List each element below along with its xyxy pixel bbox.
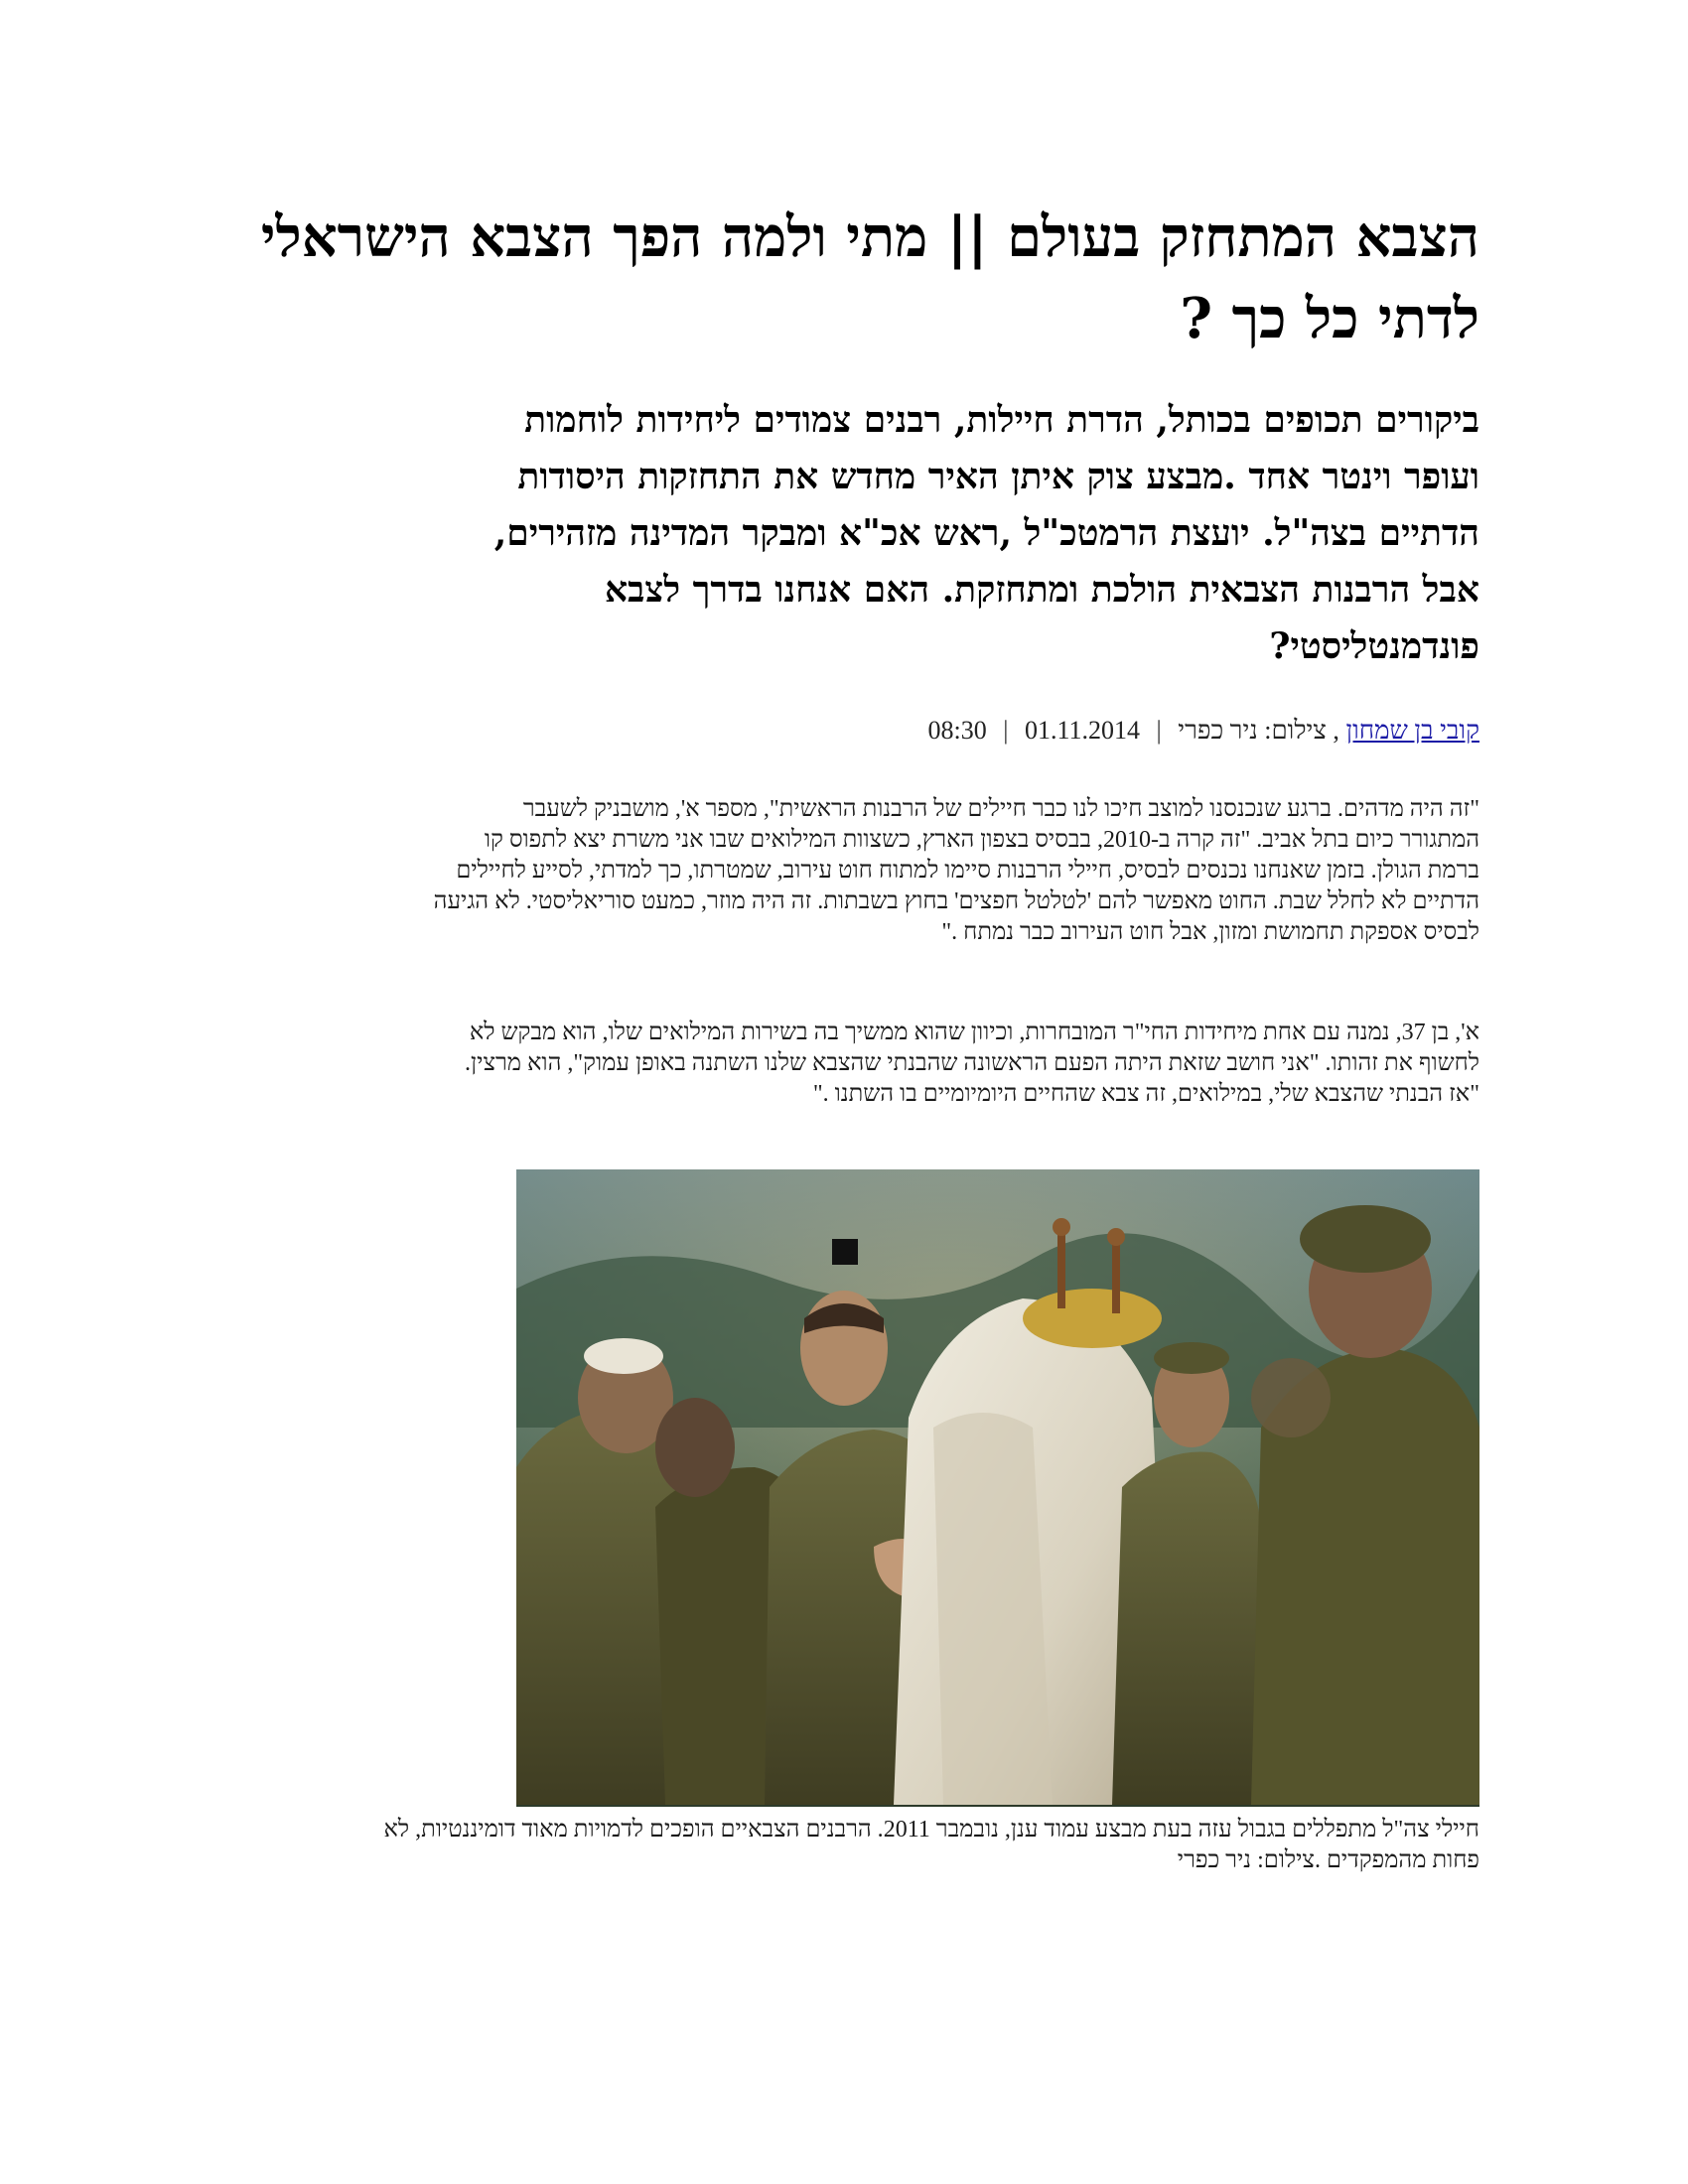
article-subtitle-line-5: פונדמנטליסטי? <box>1269 625 1479 667</box>
article-subtitle-line-1: ביקורים תכופים בכותל, הדרת חיילות, רבנים צמודים ליחידות לוחמות <box>524 399 1479 441</box>
paragraph-2-line-1: א', בן 37, נמנה עם אחת מיחידות החי"ר המובחרות, וכיוון שהוא ממשיך בה בשירות המילואים שלו, הוא מבקש לא <box>469 1020 1479 1045</box>
paragraph-1-line-1: "זה היה מדהים. ברגע שנכנסנו למוצב חיכו לנו כבר חיילים של הרבנות הראשית", מספר א', מושבניק לשעבר <box>522 796 1479 822</box>
paragraph-1-line-3: ברמת הגולן. בזמן שאנחנו נכנסים לבסיס, חיילי הרבנות סיימו למתוח חוט עירוב, שמטרתו, כך למדתי, לסייע לחיילים <box>456 858 1479 884</box>
photo-caption-line-2: פחות מהמפקדים .צילום: ניר כפרי <box>1177 1847 1479 1873</box>
byline <box>695 713 1479 749</box>
paragraph-1-line-2: המתגורר כיום בתל אביב. "זה קרה ב-2010, בבסיס בצפון הארץ, כשצוות המילואים שבו אני משרת יצא לתפוס קו <box>484 827 1479 853</box>
paragraph-1-line-5: לבסיס אספקת תחמושת ומזון, אבל חוט העירוב כבר נמתח ." <box>941 919 1479 945</box>
paragraph-2-line-2: לחשוף את זהותו. "אני חושב שזאת היתה הפעם הראשונה שהבנתי שהצבא שלנו השתנה באופן עמוק", הוא מרצין. <box>465 1050 1479 1076</box>
article-title-line-1: הצבא המתחזק בעולם || מתי ולמה הפך הצבא הישראלי <box>260 205 1479 270</box>
byline-separator: | <box>1003 716 1009 745</box>
paragraph-1-line-4: הדתיים לא לחלל שבת. החוט מאפשר להם 'לטלטל חפצים' בחוץ בשבתות. זה היה מוזר, כמעט סוריאליסטי. לא הגיעה <box>433 888 1479 914</box>
article-subtitle-line-3: הדתיים בצה"ל. יועצת הרמטכ"ל ,ראש אכ"א ומבקר המדינה מזהירים, <box>493 512 1479 554</box>
soldiers-praying-photo <box>516 1169 1479 1807</box>
article-photo <box>516 1169 1479 1807</box>
publish-date: 01.11.2014 <box>1025 716 1141 745</box>
article-subtitle-line-2: ועופר וינטר אחד .מבצע צוק איתן האיר מחדש את התחזקות היסודות <box>517 456 1479 497</box>
article-subtitle-line-4: אבל הרבנות הצבאית הולכת ומתחזקת. האם אנחנו בדרך לצבא <box>604 569 1479 611</box>
paragraph-2-line-3: "אז הבנתי שהצבא שלי, במילואים, זה צבא שהחיים היומיומיים בו השתנו ." <box>812 1081 1479 1107</box>
author-link[interactable]: קובי בן שמחון <box>1345 716 1479 745</box>
article-title-line-2: לדתי כל כך ? <box>1180 286 1479 351</box>
photo-credit: , צילום: ניר כפרי <box>1178 716 1339 745</box>
publish-time: 08:30 <box>927 716 987 745</box>
photo-caption-line-1: חיילי צה"ל מתפללים בגבול עזה בעת מבצע עמוד ענן, נובמבר 2011. הרבנים הצבאיים הופכים לדמויות מאוד דומיננטיות, לא <box>383 1817 1479 1843</box>
byline-separator: | <box>1156 716 1162 745</box>
